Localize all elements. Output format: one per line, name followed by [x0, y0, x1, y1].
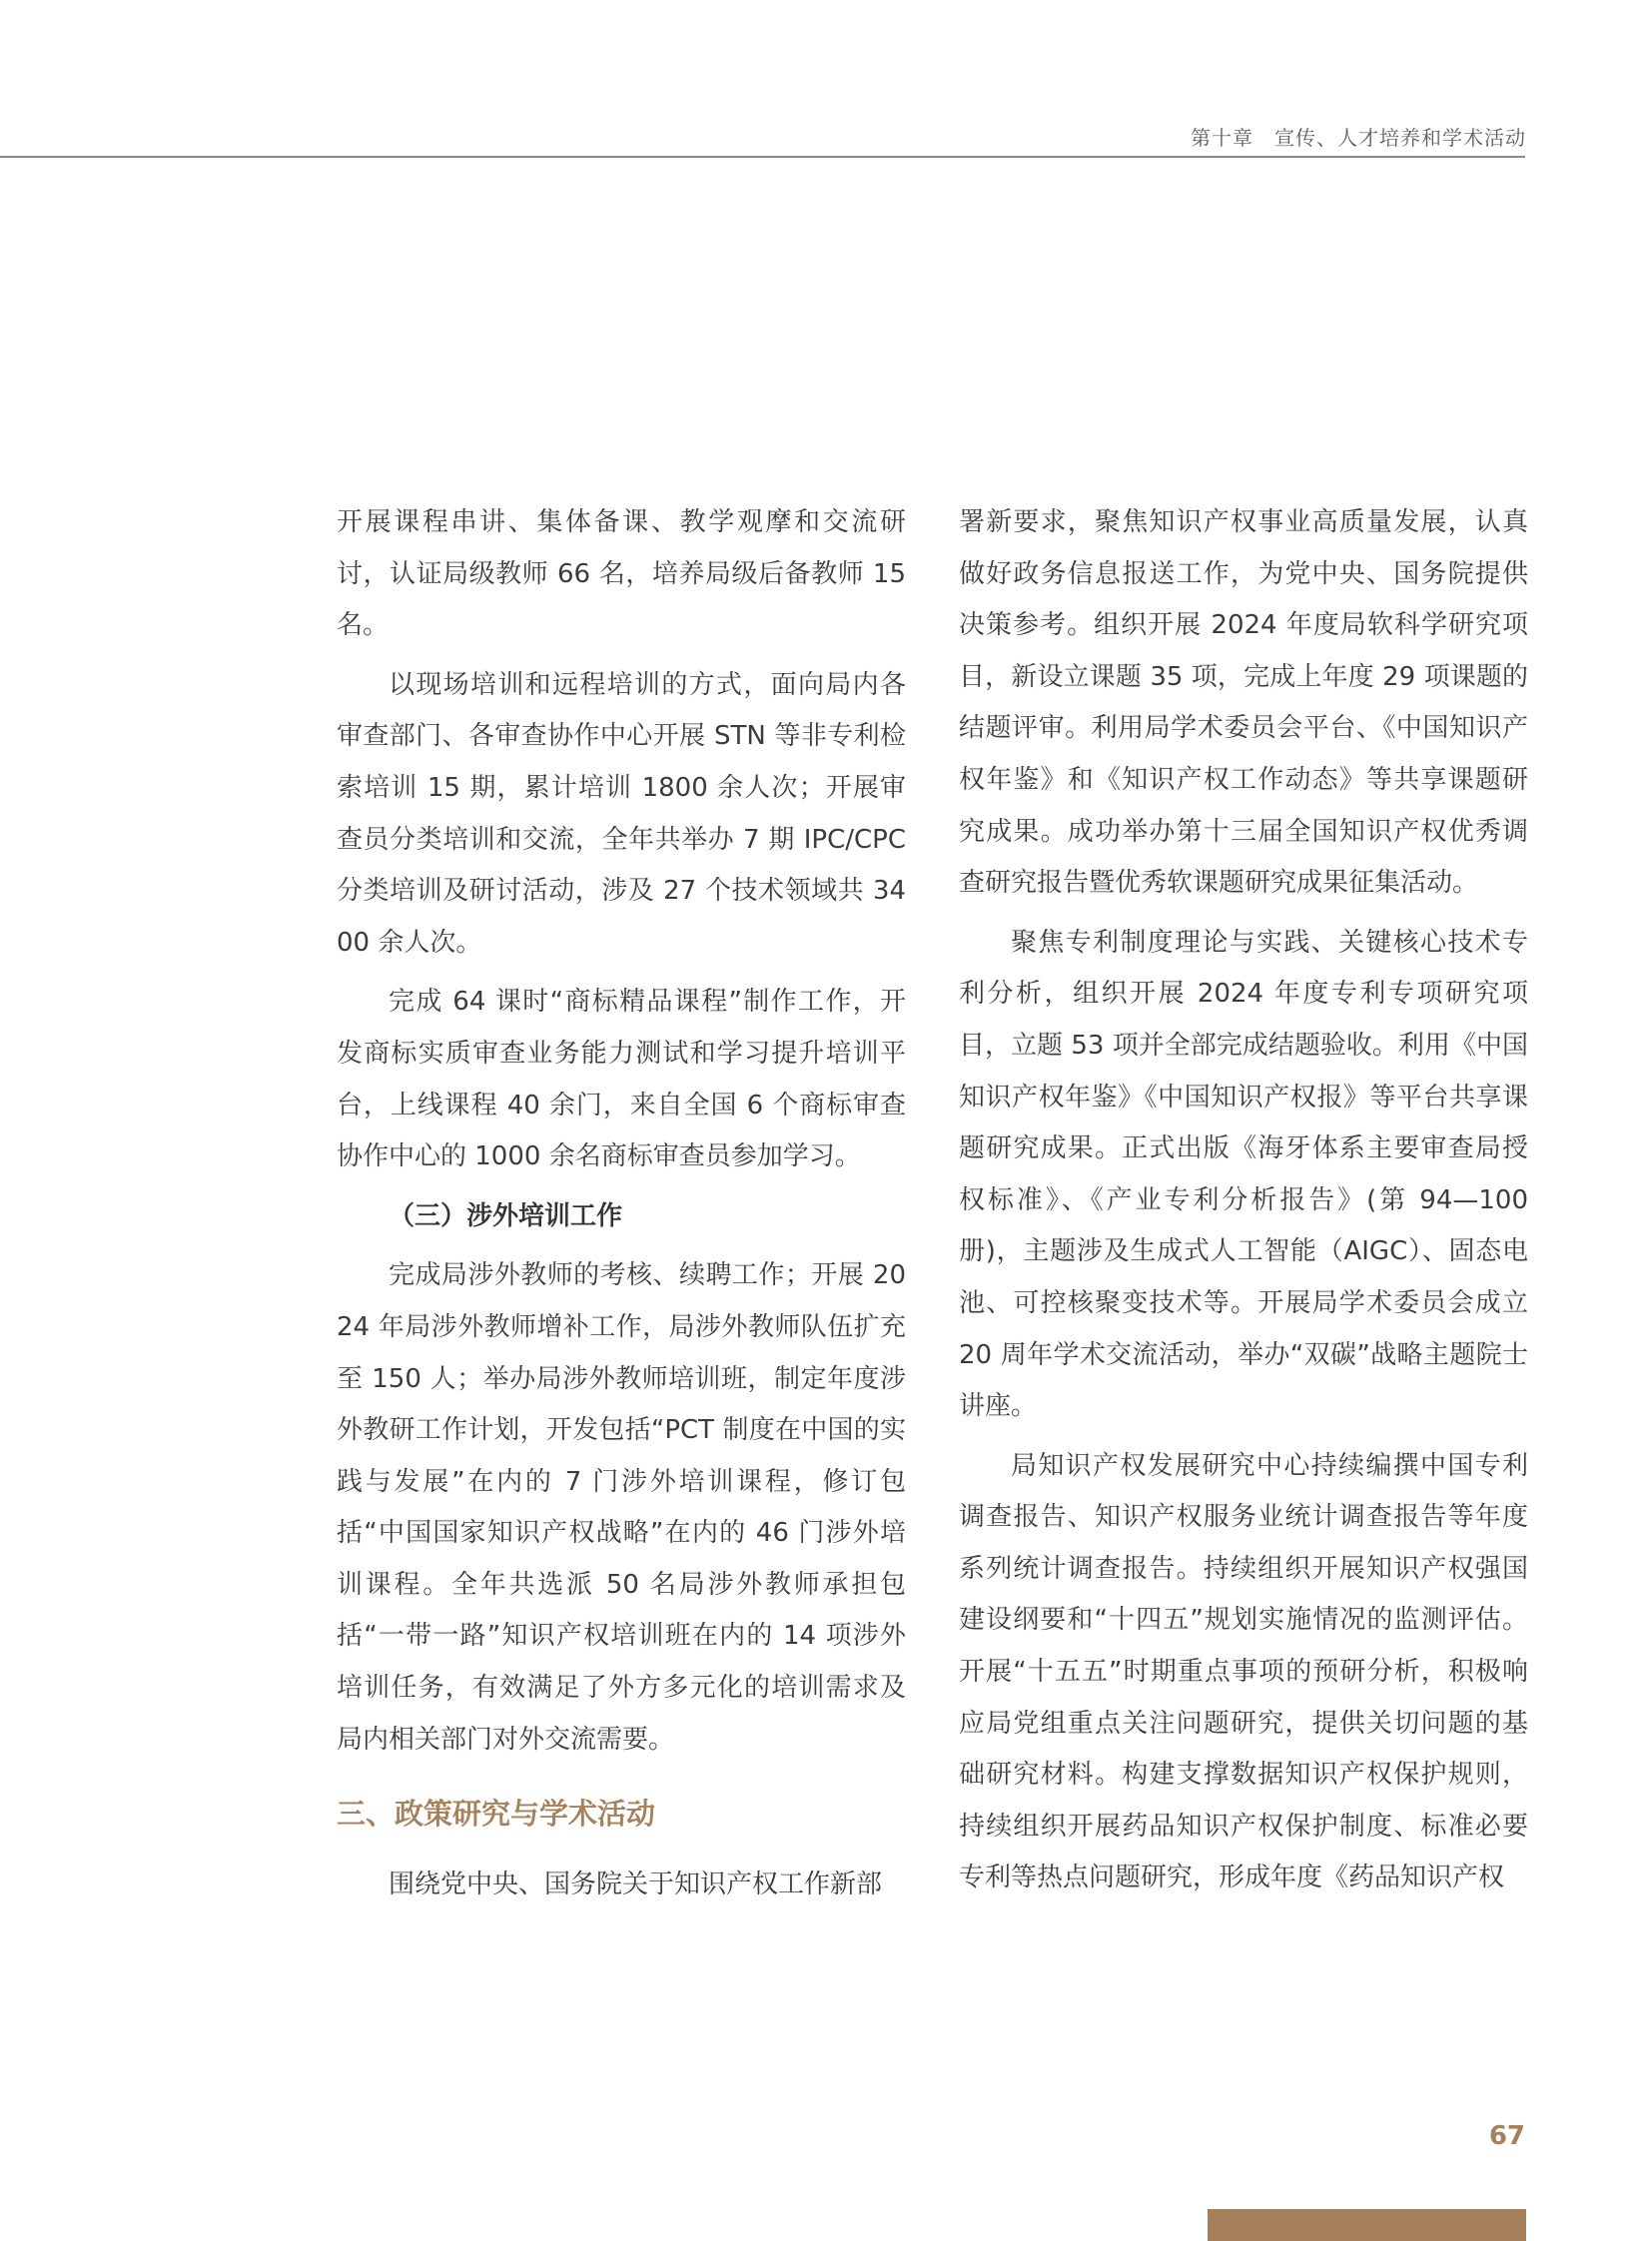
section-heading: 三、政策研究与学术活动 — [337, 1797, 656, 1832]
header-divider — [0, 156, 1525, 158]
paragraph: 聚焦专利制度理论与实践、关键核心技术专利分析，组织开展 2024 年度专利专项研究项目，立题 53 项并全部完成结题验收。利用《中国知识产权年鉴》《中国知识产权报》等平台共享课题研究成果。正式出版《海牙体系主要审查局授权标准》、《产业专利分析报告》(第 94—100 册)，主题涉及生成式人工智能（AIGC）、固态电池、可控核聚变技术等。开展局学术委员会成立 20 周年学术交流活动，举办“双碳”战略主题院士讲座。 — [959, 927, 1528, 1422]
chapter-header: 第十章 宣传、人才培养和学术活动 — [1191, 126, 1526, 150]
paragraph: 完成 64 课时“商标精品课程”制作工作，开发商标实质审查业务能力测试和学习提升培训平台，上线课程 40 余门，来自全国 6 个商标审查协作中心的 1000 余名商标审查员参加学习。 — [337, 987, 906, 1172]
paragraph: 以现场培训和远程培训的方式，面向局内各审查部门、各审查协作中心开展 STN 等非专利检索培训 15 期，累计培训 1800 余人次；开展审查员分类培训和交流，全年共举办 7 期 IPC/CPC 分类培训及研讨活动，涉及 27 个技术领域共 3400 余人次。 — [337, 669, 906, 958]
paragraph: 开展课程串讲、集体备课、教学观摩和交流研讨，认证局级教师 66 名，培养局级后备教师 15 名。 — [337, 507, 906, 641]
paragraph: 局知识产权发展研究中心持续编撰中国专利调查报告、知识产权服务业统计调查报告等年度系列统计调查报告。持续组织开展知识产权强国建设纲要和“十四五”规划实施情况的监测评估。开展“十五五”时期重点事项的预研分析，积极响应局党组重点关注问题研究，提供关切问题的基础研究材料。构建支撑数据知识产权保护规则，持续组织开展药品知识产权保护制度、标准必要专利等热点问题研究，形成年度《药品知识产权 — [959, 1450, 1528, 1893]
left-column — [337, 497, 906, 1919]
paragraph: 署新要求，聚焦知识产权事业高质量发展，认真做好政务信息报送工作，为党中央、国务院提供决策参考。组织开展 2024 年度局软科学研究项目，新设立课题 35 项，完成上年度 29 项课题的结题评审。利用局学术委员会平台、《中国知识产权年鉴》和《知识产权工作动态》等共享课题研究成果。成功举办第十三届全国知识产权优秀调查研究报告暨优秀软课题研究成果征集活动。 — [959, 507, 1528, 899]
right-column — [959, 497, 1528, 1912]
page-number: 67 — [1488, 2121, 1525, 2151]
paragraph: 完成局涉外教师的考核、续聘工作；开展 2024 年局涉外教师增补工作，局涉外教师队伍扩充至 150 人；举办局涉外教师培训班，制定年度涉外教研工作计划，开发包括“PCT 制度在中国的实践与发展”在内的 7 门涉外培训课程，修订包括“中国国家知识产权战略”在内的 46 门涉外培训课程。全年共选派 50 名局涉外教师承担包括“一带一路”知识产权培训班在内的 14 项涉外培训任务，有效满足了外方多元化的培训需求及局内相关部门对外交流需要。 — [337, 1260, 906, 1755]
subsection-heading: （三）涉外培训工作 — [389, 1200, 623, 1231]
paragraph: 围绕党中央、国务院关于知识产权工作新部 — [389, 1869, 883, 1900]
footer-accent-bar — [1208, 2209, 1526, 2241]
